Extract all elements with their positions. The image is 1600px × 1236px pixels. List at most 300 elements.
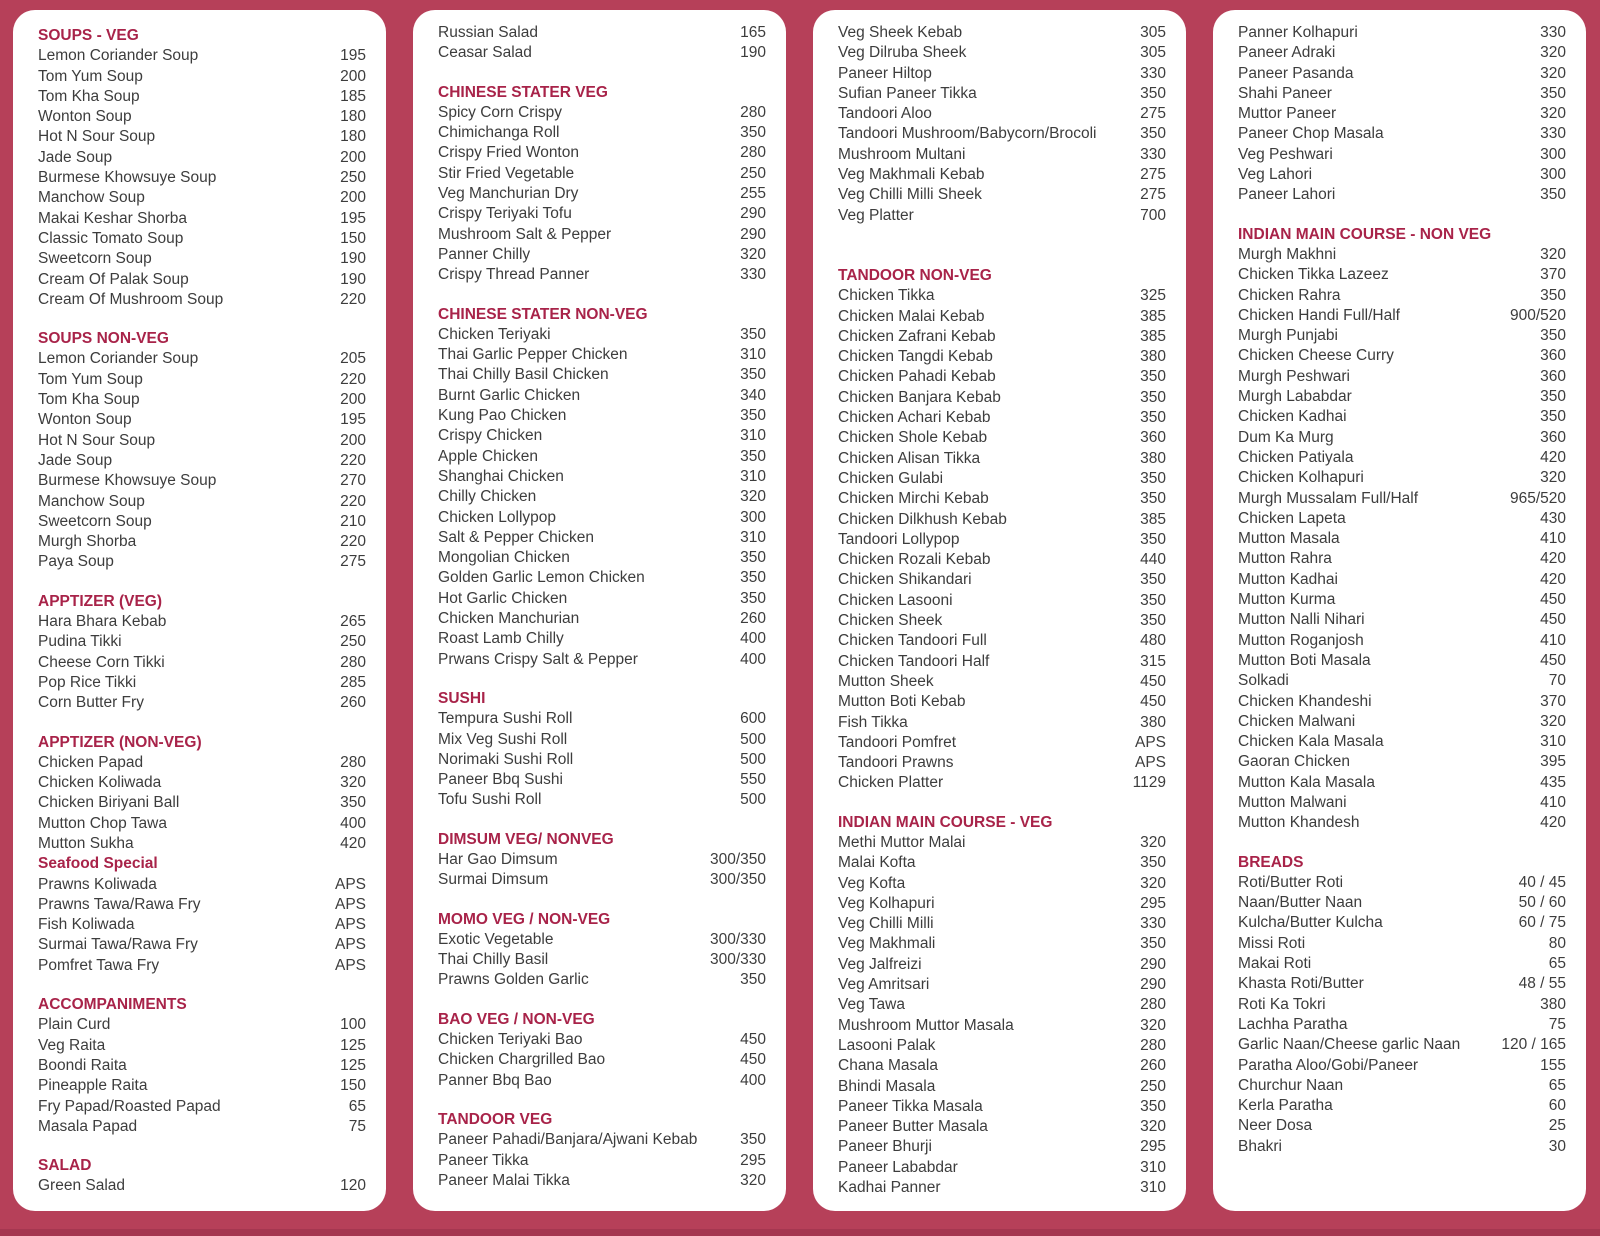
menu-item-price: 500 (740, 730, 766, 748)
menu-section (38, 592, 366, 714)
menu-item-price: 250 (740, 164, 766, 182)
menu-item-name: Paneer Adraki (1238, 44, 1336, 62)
menu-item-row (838, 853, 1166, 873)
menu-item-price: 150 (340, 229, 366, 247)
menu-item-price: 190 (340, 270, 366, 288)
menu-section (438, 689, 766, 811)
menu-item-price: 440 (1140, 551, 1166, 569)
menu-item-price: 480 (1140, 632, 1166, 650)
menu-item-price: 65 (1548, 955, 1566, 973)
menu-item-row (838, 1056, 1166, 1076)
menu-item-name: Lemon Coriander Soup (38, 47, 199, 65)
menu-item-price: 900/520 (1509, 306, 1566, 324)
menu-item-price: 250 (340, 169, 366, 187)
section-heading: SOUPS NON-VEG (38, 330, 169, 348)
menu-item-name: Chicken Papad (38, 753, 144, 771)
menu-column-3 (813, 10, 1186, 1211)
menu-item-name: Paneer Chop Masala (1238, 125, 1384, 143)
menu-item-row (1238, 995, 1566, 1015)
menu-item-price: 350 (1540, 388, 1566, 406)
menu-item-name: Chicken Teriyaki Bao (438, 1031, 583, 1049)
menu-item-row (838, 327, 1166, 347)
bottom-edge-band (0, 1229, 1600, 1236)
menu-item-name: Cream Of Mushroom Soup (38, 290, 224, 308)
menu-item-row (1238, 367, 1566, 387)
section-heading: APPTIZER (NON-VEG) (38, 733, 202, 751)
menu-item-row (1238, 509, 1566, 529)
menu-item-row (1238, 468, 1566, 488)
menu-item-row (38, 67, 366, 87)
menu-item-row (38, 492, 366, 512)
menu-item-price: 360 (1540, 367, 1566, 385)
menu-item-price: 125 (340, 1056, 366, 1074)
menu-item-price: 385 (1140, 307, 1166, 325)
menu-item-price: 310 (1140, 1158, 1166, 1176)
section-heading: SALAD (38, 1157, 92, 1175)
menu-item-name: Panner Kolhapuri (1238, 24, 1358, 41)
menu-item-price: 500 (740, 791, 766, 809)
menu-item-row (1238, 64, 1566, 84)
menu-item-name: Mongolian Chicken (438, 549, 570, 567)
menu-item-name: Prwans Crispy Salt & Pepper (438, 650, 638, 668)
menu-item-row (438, 930, 766, 950)
menu-item-name: Wonton Soup (38, 411, 132, 429)
menu-item-name: Chicken Lasooni (838, 591, 953, 609)
menu-item-row (1238, 1116, 1566, 1136)
menu-item-price: 290 (1140, 955, 1166, 973)
menu-item-name: Mutton Khandesh (1238, 814, 1360, 832)
menu-item-name: Veg Peshwari (1238, 145, 1333, 163)
menu-item-row (438, 23, 766, 43)
menu-item-row (38, 895, 366, 915)
menu-item-row (38, 632, 366, 652)
menu-item-name: Chicken Biriyani Ball (38, 794, 180, 812)
menu-item-name: Pomfret Tawa Fry (38, 956, 160, 974)
menu-item-row (838, 428, 1166, 448)
section-heading: TANDOOR NON-VEG (838, 266, 992, 284)
menu-item-price: 48 / 55 (1518, 975, 1566, 993)
menu-item-row (1238, 610, 1566, 630)
menu-item-price: 1129 (1132, 774, 1166, 792)
menu-item-name: Russian Salad (438, 24, 538, 41)
menu-item-price: 350 (1140, 84, 1166, 102)
menu-item-price: 350 (740, 407, 766, 425)
menu-item-name: Panner Bbq Bao (438, 1071, 552, 1089)
menu-item-price: 410 (1540, 530, 1566, 548)
menu-item-price: 395 (1540, 753, 1566, 771)
menu-item-row (1238, 387, 1566, 407)
menu-item-price: 350 (1140, 368, 1166, 386)
menu-item-row (38, 168, 366, 188)
menu-item-name: Paneer Malai Tikka (438, 1171, 570, 1189)
menu-item-row (838, 934, 1166, 954)
menu-item-price: 295 (1140, 894, 1166, 912)
menu-item-price: 220 (340, 290, 366, 308)
menu-item-row (438, 950, 766, 970)
menu-item-name: Fish Koliwada (38, 916, 135, 934)
menu-item-row (1238, 489, 1566, 509)
menu-item-name: Chicken Tandoori Full (838, 632, 987, 650)
menu-item-name: Burmese Khowsuye Soup (38, 169, 217, 187)
menu-item-price: 65 (348, 1097, 366, 1115)
menu-item-name: Chicken Cheese Curry (1238, 347, 1394, 365)
menu-item-row (838, 145, 1166, 165)
menu-item-row (838, 955, 1166, 975)
menu-item-price: 200 (340, 391, 366, 409)
menu-item-price: 700 (1140, 206, 1166, 224)
menu-item-row (38, 552, 366, 572)
menu-item-price: 330 (740, 266, 766, 284)
menu-item-name: Corn Butter Fry (38, 694, 144, 712)
menu-item-row (838, 570, 1166, 590)
menu-item-price: 350 (1540, 186, 1566, 204)
menu-item-name: Veg Dilruba Sheek (838, 44, 967, 62)
menu-item-name: Fish Tikka (838, 713, 908, 731)
menu-item-name: Manchow Soup (38, 189, 145, 207)
menu-item-row (38, 349, 366, 369)
menu-item-price: 420 (1540, 570, 1566, 588)
menu-item-name: Crispy Chicken (438, 427, 543, 445)
menu-item-name: Crispy Teriyaki Tofu (438, 205, 572, 223)
menu-item-row (38, 834, 366, 854)
menu-item-price: 370 (1540, 692, 1566, 710)
menu-item-name: Chicken Tangdi Kebab (838, 348, 993, 366)
menu-item-price: 280 (740, 144, 766, 162)
menu-item-name: Tandoori Pomfret (838, 733, 957, 751)
menu-item-price: 310 (740, 467, 766, 485)
menu-item-name: Paneer Pahadi/Banjara/Ajwani Kebab (438, 1131, 698, 1149)
menu-item-row (38, 410, 366, 430)
menu-item-row (838, 1137, 1166, 1157)
menu-item-price: 320 (1140, 874, 1166, 892)
menu-item-price: 300/330 (709, 930, 766, 948)
menu-item-price: 420 (1540, 550, 1566, 568)
menu-item-name: Garlic Naan/Cheese garlic Naan (1238, 1036, 1461, 1054)
menu-item-price: 500 (740, 750, 766, 768)
menu-item-price: 260 (1140, 1057, 1166, 1075)
menu-item-name: Veg Makhmali (838, 935, 936, 953)
menu-item-price: 150 (340, 1077, 366, 1095)
menu-item-price: 360 (1140, 429, 1166, 447)
menu-item-name: Crispy Fried Wonton (438, 144, 579, 162)
menu-item-name: Chicken Patiyala (1238, 448, 1354, 466)
menu-item-row (38, 290, 366, 310)
menu-item-row (38, 390, 366, 410)
menu-item-row (1238, 954, 1566, 974)
menu-item-price: 410 (1540, 793, 1566, 811)
menu-item-row (438, 426, 766, 446)
menu-item-name: Jade Soup (38, 451, 113, 469)
menu-item-row (38, 370, 366, 390)
menu-item-row (38, 773, 366, 793)
menu-item-name: Veg Kofta (838, 874, 906, 892)
menu-item-row (38, 1176, 366, 1196)
menu-item-price: 350 (1140, 1097, 1166, 1115)
menu-item-row (838, 1097, 1166, 1117)
menu-item-name: Lachha Paratha (1238, 1015, 1348, 1033)
menu-item-name: Chicken Shikandari (838, 571, 972, 589)
menu-item-name: Chicken Chargrilled Bao (438, 1051, 606, 1069)
menu-item-row (1238, 43, 1566, 63)
menu-item-price: 190 (340, 250, 366, 268)
menu-item-name: Solkadi (1238, 672, 1289, 690)
menu-item-name: Norimaki Sushi Roll (438, 750, 574, 768)
menu-item-row (838, 713, 1166, 733)
menu-item-price: 360 (1540, 347, 1566, 365)
menu-item-price: 350 (1140, 591, 1166, 609)
menu-item-name: Mutton Malwani (1238, 793, 1347, 811)
menu-item-name: Murgh Lababdar (1238, 388, 1352, 406)
menu-item-price: 250 (1140, 1077, 1166, 1095)
menu-item-row (1238, 732, 1566, 752)
menu-item-price: 200 (340, 431, 366, 449)
menu-item-row (438, 164, 766, 184)
menu-item-price: 75 (1548, 1015, 1566, 1033)
menu-item-row (38, 471, 366, 491)
menu-item-row (1238, 84, 1566, 104)
menu-item-price: 310 (740, 528, 766, 546)
menu-item-price: 65 (1548, 1076, 1566, 1094)
menu-item-name: Chicken Platter (838, 774, 944, 792)
menu-item-name: Chicken Tikka Lazeez (1238, 266, 1389, 284)
menu-item-price: 120 (340, 1177, 366, 1195)
menu-item-row (38, 127, 366, 147)
menu-item-row (1238, 692, 1566, 712)
menu-item-price: APS (334, 916, 366, 934)
menu-item-row (1238, 306, 1566, 326)
menu-item-name: Mutton Chop Tawa (38, 814, 167, 832)
menu-item-name: Thai Garlic Pepper Chicken (438, 346, 628, 364)
menu-item-name: Sweetcorn Soup (38, 512, 152, 530)
section-heading: Seafood Special (38, 855, 158, 873)
menu-item-name: Hara Bhara Kebab (38, 613, 167, 631)
menu-item-price: 380 (1140, 713, 1166, 731)
menu-item-row (38, 532, 366, 552)
menu-item-price: 270 (340, 472, 366, 490)
menu-item-row (38, 1117, 366, 1137)
menu-item-row (838, 124, 1166, 144)
menu-section (1238, 225, 1566, 834)
menu-item-row (38, 612, 366, 632)
menu-item-price: 220 (340, 533, 366, 551)
menu-item-name: Paratha Aloo/Gobi/Paneer (1238, 1056, 1419, 1074)
menu-item-name: Chicken Handi Full/Half (1238, 306, 1400, 324)
menu-item-name: Makai Keshar Shorba (38, 209, 188, 227)
menu-item-name: Chicken Banjara Kebab (838, 388, 1001, 406)
menu-item-name: Jade Soup (38, 148, 113, 166)
menu-item-price: 200 (340, 148, 366, 166)
menu-item-row (1238, 712, 1566, 732)
menu-item-name: Mutton Sukha (38, 834, 134, 852)
menu-item-row (438, 386, 766, 406)
menu-item-name: Roast Lamb Chilly (438, 630, 564, 648)
menu-item-name: Exotic Vegetable (438, 930, 554, 948)
menu-item-name: Murgh Makhni (1238, 245, 1337, 263)
menu-section (438, 1010, 766, 1091)
menu-item-price: 195 (340, 209, 366, 227)
menu-item-row (38, 875, 366, 895)
menu-item-price: 350 (1140, 854, 1166, 872)
menu-item-name: Panner Chilly (438, 245, 531, 263)
menu-item-name: Mutton Kurma (1238, 591, 1336, 609)
menu-item-name: Shanghai Chicken (438, 467, 564, 485)
menu-column-1 (13, 10, 386, 1211)
menu-item-name: Malai Kofta (838, 854, 916, 872)
menu-item-name: Golden Garlic Lemon Chicken (438, 569, 645, 587)
menu-item-price: 310 (1540, 733, 1566, 751)
menu-item-price: 285 (340, 673, 366, 691)
menu-item-name: Chicken Manchurian (438, 610, 580, 628)
menu-item-name: Chicken Rahra (1238, 286, 1341, 304)
menu-item-name: Thai Chilly Basil (438, 951, 549, 969)
menu-item-row (38, 1097, 366, 1117)
menu-item-name: Mutton Masala (1238, 530, 1340, 548)
menu-item-row (838, 631, 1166, 651)
menu-item-row (838, 874, 1166, 894)
menu-item-row (838, 469, 1166, 489)
menu-item-price: 280 (1140, 1036, 1166, 1054)
menu-item-row (438, 1050, 766, 1070)
menu-item-name: Hot Garlic Chicken (438, 589, 568, 607)
menu-item-price: APS (334, 875, 366, 893)
menu-item-price: 300/330 (709, 951, 766, 969)
menu-item-price: 350 (1140, 388, 1166, 406)
menu-item-price: APS (1134, 733, 1166, 751)
menu-item-price: 280 (740, 103, 766, 121)
menu-item-name: Ceasar Salad (438, 44, 532, 62)
menu-item-row (838, 84, 1166, 104)
menu-item-name: Mutton Kala Masala (1238, 773, 1375, 791)
menu-item-name: Methi Muttor Malai (838, 833, 966, 851)
menu-item-price: 60 (1548, 1097, 1566, 1115)
menu-item-row (838, 185, 1166, 205)
menu-item-row (1238, 570, 1566, 590)
menu-item-name: Mutton Sheek (838, 672, 934, 690)
menu-item-name: Chicken Mirchi Kebab (838, 490, 989, 508)
menu-item-price: 350 (1140, 125, 1166, 143)
menu-item-row (1238, 773, 1566, 793)
menu-item-row (438, 325, 766, 345)
menu-item-price: 320 (1540, 44, 1566, 62)
menu-item-row (1238, 1096, 1566, 1116)
menu-item-name: Chana Masala (838, 1057, 938, 1075)
menu-item-price: 330 (1540, 125, 1566, 143)
menu-item-name: Paneer Bhurji (838, 1138, 932, 1156)
menu-item-name: Chicken Kala Masala (1238, 733, 1384, 751)
menu-item-price: 385 (1140, 510, 1166, 528)
menu-section (438, 910, 766, 991)
menu-item-price: 435 (1540, 773, 1566, 791)
menu-item-row (1238, 1035, 1566, 1055)
menu-item-row (1238, 265, 1566, 285)
menu-item-price: 330 (1140, 145, 1166, 163)
menu-item-price: 75 (348, 1117, 366, 1135)
menu-item-price: 385 (1140, 327, 1166, 345)
section-heading: SUSHI (438, 689, 486, 707)
menu-item-name: Classic Tomato Soup (38, 229, 184, 247)
menu-item-row (438, 103, 766, 123)
menu-item-price: 320 (1140, 833, 1166, 851)
menu-item-name: Kerla Paratha (1238, 1097, 1333, 1115)
menu-item-price: 320 (1140, 1118, 1166, 1136)
menu-item-price: 400 (740, 630, 766, 648)
menu-item-name: Mushroom Muttor Masala (838, 1016, 1014, 1034)
section-heading: INDIAN MAIN COURSE - NON VEG (1238, 225, 1492, 243)
menu-item-row (38, 753, 366, 773)
menu-item-row (438, 1071, 766, 1091)
menu-item-price: 350 (340, 794, 366, 812)
menu-item-price: APS (334, 895, 366, 913)
menu-item-price: 350 (740, 447, 766, 465)
menu-item-name: Stir Fried Vegetable (438, 164, 575, 182)
menu-item-row (838, 833, 1166, 853)
menu-item-name: Tandoori Lollypop (838, 530, 960, 548)
menu-item-price: 325 (1140, 287, 1166, 305)
menu-item-row (38, 693, 366, 713)
menu-item-name: Chicken Tikka (838, 287, 935, 305)
menu-item-row (38, 431, 366, 451)
menu-item-row (1238, 407, 1566, 427)
menu-item-name: Veg Lahori (1238, 166, 1313, 184)
menu-item-name: Pop Rice Tikki (38, 673, 137, 691)
menu-item-name: Prawns Koliwada (38, 875, 157, 893)
menu-item-row (438, 143, 766, 163)
menu-item-name: Tempura Sushi Roll (438, 710, 573, 728)
menu-item-name: Sweetcorn Soup (38, 250, 152, 268)
menu-item-name: Mutton Roganjosh (1238, 631, 1364, 649)
menu-item-name: Chicken Kolhapuri (1238, 469, 1364, 487)
menu-item-price: 965/520 (1509, 489, 1566, 507)
menu-item-price: 320 (1540, 469, 1566, 487)
menu-item-price: 550 (740, 771, 766, 789)
menu-section (438, 1110, 766, 1191)
menu-item-row (1238, 326, 1566, 346)
menu-item-name: Prawns Golden Garlic (438, 971, 589, 989)
menu-item-row (38, 673, 366, 693)
menu-item-row (1238, 165, 1566, 185)
menu-item-row (1238, 448, 1566, 468)
section-heading: DIMSUM VEG/ NONVEG (438, 830, 614, 848)
menu-item-price: 100 (340, 1016, 366, 1034)
menu-item-name: Prawns Tawa/Rawa Fry (38, 895, 201, 913)
menu-section (838, 813, 1166, 1199)
menu-item-price: 250 (340, 633, 366, 651)
menu-item-price: 360 (1540, 428, 1566, 446)
menu-item-price: 265 (340, 613, 366, 631)
menu-item-row (38, 512, 366, 532)
menu-item-name: Mushroom Salt & Pepper (438, 225, 612, 243)
menu-item-price: 280 (340, 753, 366, 771)
menu-item-price: APS (334, 936, 366, 954)
menu-item-price: 185 (340, 87, 366, 105)
menu-item-row (838, 773, 1166, 793)
menu-item-price: 30 (1548, 1137, 1566, 1155)
menu-item-name: Tandoori Mushroom/Babycorn/Brocoli (838, 125, 1097, 143)
menu-section (38, 329, 366, 573)
menu-item-price: 165 (740, 24, 766, 41)
menu-item-row (838, 510, 1166, 530)
section-heading: ACCOMPANIMENTS (38, 996, 187, 1014)
menu-item-price: 450 (1540, 611, 1566, 629)
menu-item-price: 420 (1540, 448, 1566, 466)
menu-item-price: 350 (740, 971, 766, 989)
menu-item-row (838, 1077, 1166, 1097)
menu-item-name: Apple Chicken (438, 447, 538, 465)
menu-item-row (838, 1036, 1166, 1056)
menu-item-price: 330 (1140, 915, 1166, 933)
menu-item-name: Veg Chilli Milli Sheek (838, 186, 982, 204)
menu-item-row (438, 184, 766, 204)
